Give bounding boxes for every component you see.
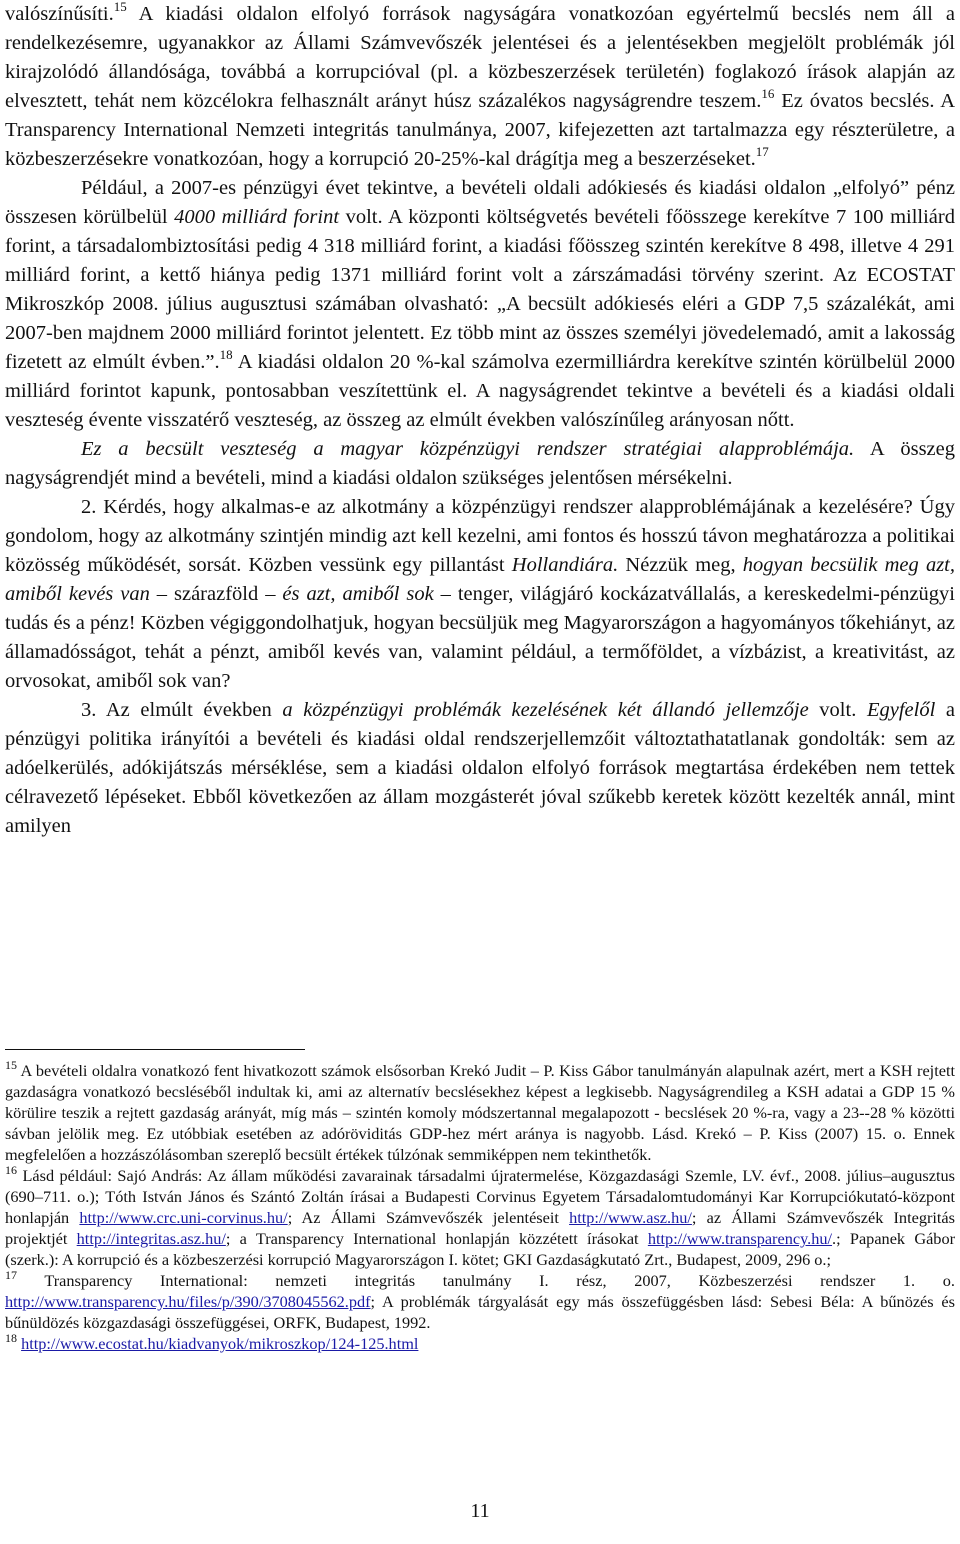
paragraph-text: volt. A központi költségvetés bevételi főösszege kerekítve 7 100 milliárd forint, a társadalombiztosítási pedig 4 318 milliárd forint, a kiadási főösszeg szintén kerekítve 8 498, illetve 4 291 milliárd forint, a kettő hiánya pedig 1371 milliárd forint volt a zárszámadási törvény szerint. Az ECOSTAT Mikroszkóp 2008. július augusztusi számában olvasható: „A becsült adókiesés eléri a GDP 7,5 százalékát, ami 2007-ben majdnem 2000 milliárd forintot jelentett. Ez több mint az összes személyi jövedelemadó, amit a lakosság fizetett az elmúlt évben.”. [5, 206, 955, 373]
paragraph-4 [5, 493, 955, 696]
footnote-ref-16[interactable]: 16 [761, 86, 775, 101]
body-text [5, 0, 955, 841]
link-ecostat[interactable]: http://www.ecostat.hu/kiadvanyok/mikroszkop/124-125.html [21, 1334, 419, 1353]
footnote-ref-18[interactable]: 18 [219, 347, 233, 362]
emphasis-text: Ez a becsült veszteség a magyar közpénzügyi rendszer stratégiai alapproblémája. [81, 438, 855, 460]
emphasis-text: hogyan becsülik meg azt, amiből kevés van [5, 554, 955, 605]
link-integritas-asz[interactable]: http://integritas.asz.hu/ [76, 1229, 226, 1248]
paragraph-5 [5, 696, 955, 841]
paragraph-text: A kiadási oldalon elfolyó források nagyságára vonatkozóan egyértelmű becslés nem áll a rendelkezésemre, ugyanakkor az Állami Számvevőszék jelentései és a jelentésekben megjelölt problémák jól kirajzolódó állandósága, továbbá a korrupcióval (pl. a közbeszerzések területén) foglakozó írások alapján az elvesztett, tehát nem közcélokra felhasznált arányt húsz százalékos nagyságrendre teszem. [5, 3, 955, 112]
footnote-text: Transparency International: nemzeti integritás tanulmány I. rész, 2007, Közbeszerzési rendszer 1. o. [17, 1271, 955, 1290]
footnote-15 [5, 1060, 955, 1165]
paragraph-text: valószínűsíti. [5, 3, 114, 25]
emphasis-text: Hollandiára. [511, 554, 619, 576]
paragraph-1 [5, 0, 955, 174]
footnote-ref-17[interactable]: 17 [755, 144, 769, 159]
footnote-text: Lásd például: Sajó András: Az állam működési zavarainak társadalmi újratermelése, Közgazdasági Szemle, LV. évf., 2008. július–augusztus (690–711. o.); Tóth István János és Szántó Zoltán írásai a Budapesti Corvinus Egyetem Társadalomtudományi Kar Korrupciókutató-központ honlapján [5, 1166, 955, 1227]
paragraph-text: Nézzük meg, [618, 554, 743, 576]
link-asz[interactable]: http://www.asz.hu/ [569, 1208, 692, 1227]
footnote-16 [5, 1165, 955, 1270]
footnote-text: ; a Transparency International honlapján közzétett írásokat [225, 1229, 648, 1248]
footnotes [5, 1060, 955, 1354]
footnote-18 [5, 1333, 955, 1354]
paragraph-text: Ez óvatos becslés. A Transparency International Nemzeti integritás tanulmánya, 2007, kifejezetten azt tartalmazza egy részterületre, a közbeszerzésekre vonatkozóan, hogy a korrupció 20-25%-kal drágítja meg a beszerzéseket. [5, 90, 955, 170]
paragraph-3 [5, 435, 955, 493]
link-transparency-pdf[interactable]: http://www.transparency.hu/files/p/390/3708045562.pdf [5, 1292, 371, 1311]
footnote-number: 17 [5, 1268, 17, 1282]
emphasis-text: Egyfelől [866, 699, 936, 721]
paragraph-text: 3. Az elmúlt években [81, 699, 283, 721]
paragraph-text: A összeg nagyságrendjét mind a bevételi, mind a kiadási oldalon szükséges jelentősen mérsékelni. [5, 438, 955, 489]
paragraph-2 [5, 174, 955, 435]
footnote-text: ; az Állami Számvevőszék Integritás projektjét [5, 1208, 955, 1248]
footnote-17 [5, 1270, 955, 1333]
emphasis-text: és azt, amiből sok [282, 583, 434, 605]
footnote-number: 16 [5, 1163, 17, 1177]
paragraph-text: 2. Kérdés, hogy alkalmas-e az alkotmány a közpénzügyi rendszer alapproblémájának a kezelésére? Úgy gondolom, hogy az alkotmány szintjén mindig azt kell kezelni, ami fontos és hosszú távon meghatározza a politikai közösség működését, sorsát. Közben vessünk egy pillantást [5, 496, 955, 576]
page-number: 11 [470, 1500, 490, 1522]
paragraph-text: – tenger, világjáró kockázatvállalás, a kereskedelmi-pénzügyi tudás és a pénz! Közben végiggondolhatjuk, hogyan becsüljük meg Magyarországon a hagyományos tőkehiányt, az államadósságot, tehát a pénzt, amiből kevés van, valamint például, a termőföldet, a vízbázist, a kreativitást, az orvosokat, amiből sok van? [5, 583, 955, 692]
paragraph-text: a pénzügyi politika irányítói a bevételi és kiadási oldal rendszerjellemzőit változtathatatlanak gondolták: sem az adóelkerülés, adókijátszás mérséklése, sem a kiadási oldalon elfolyó források megtartása érdekében nem tettek célravezető lépéseket. Ebből következően az állam mozgásterét jóval szűkebb keretek között kezelték annál, mint amilyen [5, 699, 955, 837]
paragraph-text: A kiadási oldalon 20 %-kal számolva ezermilliárdra kerekítve szintén körülbelül 2000 milliárd forintot kapunk, pontosabban veszítettünk el. A nagyságrendet tekintve a bevételi és a kiadási oldali veszteség évente visszatérő veszteség, az összeg az elmúlt években valószínűleg arányosan nőtt. [5, 351, 955, 431]
footnote-text: ; A problémák tárgyalását egy más összefüggésben lásd: Sebesi Béla: A bűnözés és bűnüldözés közgazdasági összefüggései, ORFK, Budapest, 1992. [5, 1292, 955, 1332]
link-crc-corvinus[interactable]: http://www.crc.uni-corvinus.hu/ [79, 1208, 288, 1227]
footnote-text: ; Az Állami Számvevőszék jelentéseit [287, 1208, 570, 1227]
paragraph-text: volt. [808, 699, 867, 721]
footnote-number: 18 [5, 1331, 17, 1345]
paragraph-text: – szárazföld – [149, 583, 283, 605]
emphasis-text: a közpénzügyi problémák kezelésének két állandó jellemzője [282, 699, 809, 721]
footnote-separator [5, 1049, 305, 1050]
footnote-ref-15[interactable]: 15 [113, 0, 127, 14]
link-transparency[interactable]: http://www.transparency.hu/ [647, 1229, 833, 1248]
paragraph-text: Például, a 2007-es pénzügyi évet tekintve, a bevételi oldali adókiesés és kiadási oldalon „elfolyó” pénz összesen körülbelül [5, 177, 955, 228]
emphasis-text: 4000 milliárd forint [174, 206, 340, 228]
footnote-number: 15 [5, 1058, 17, 1072]
footnote-text: A bevételi oldalra vonatkozó fent hivatkozott számok elsősorban Krekó Judit – P. Kiss Gábor tanulmányán alapulnak azért, mert a KSH rejtett gazdaságra vonatkozó becsléséből indultak ki, ami az alternatív becslésekhez képest a legkisebb. Nagyságrendileg a KSH adatai a GDP 15 % körülire teszik a rejtett gazdaság arányát, míg más – szintén komoly módszertannal megalapozott - becslések 20 %-ra, vagy a 23--28 % közötti sávban jelölik meg. Ez utóbbiak esetében az adóröviditás GDP-hez mért aránya is nagyobb. Lásd. Krekó – P. Kiss (2007) 15. o. Ennek megfelelően a hozzászólásomban szereplő becsült értékek túlzónak semmiképpen nem tekinthetők. [5, 1061, 955, 1164]
footnote-text: .; Papanek Gábor (szerk.): A korrupció és a közbeszerzési korrupció Magyarországon I. kötet; GKI Gazdaságkutató Zrt., Budapest, 2009, 296 o.; [5, 1229, 956, 1269]
